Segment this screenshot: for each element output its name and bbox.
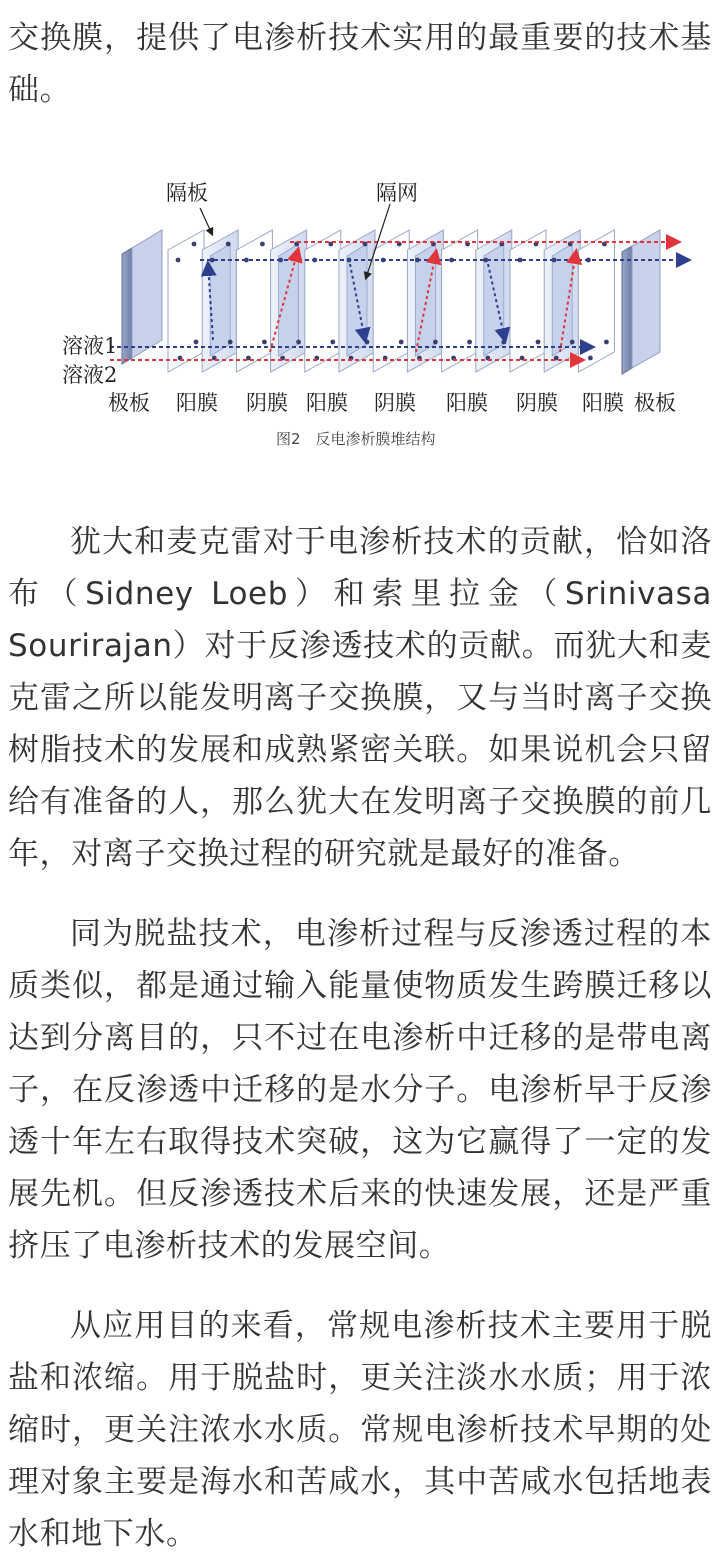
panel-port-dot	[365, 340, 370, 345]
spacer-leader-line	[200, 208, 212, 234]
paragraph-1: 犹大和麦克雷对于电渗析技术的贡献，恰如洛布（Sidney Loeb）和索里拉金（Srinivasa Sourirajan）对于反渗透技术的贡献。而犹大和麦克雷之所以能发明离子交换膜，又与当时离子交换树脂技术的发展和成熟紧密关联。如果说机会只留给有准备的人，那么犹大在发明离子交换膜的前几年，对离子交换过程的研究就是最好的准备。	[8, 524, 712, 872]
bottom-label: 阴膜	[374, 391, 416, 415]
right-electrode	[622, 230, 660, 374]
bottom-label: 极板	[634, 391, 676, 415]
spacer-sheet	[236, 230, 272, 372]
panel-port-dot	[228, 340, 233, 345]
panel-port-dot	[192, 242, 197, 247]
bottom-labels	[108, 391, 676, 415]
bottom-label: 极板	[108, 391, 150, 415]
spacer-sheet	[510, 230, 546, 372]
spacer-sheet	[373, 230, 409, 372]
panel-port-dot	[262, 340, 267, 345]
panel-port-dot	[588, 356, 593, 361]
bottom-label: 阳膜	[306, 391, 348, 415]
membrane-stack-figure	[0, 172, 720, 472]
solution1-label: 溶液1	[62, 334, 118, 358]
bottom-label: 阳膜	[176, 391, 218, 415]
panel-port-dot	[536, 340, 541, 345]
solution2-label: 溶液2	[62, 363, 118, 387]
left-electrode	[122, 230, 162, 364]
panel-port-dot	[176, 258, 181, 263]
membrane-stack-diagram	[0, 172, 720, 472]
figure-caption: 图2 反电渗析膜堆结构	[276, 430, 436, 448]
paragraph-3: 从应用目的来看，常规电渗析技术主要用于脱盐和浓缩。用于脱盐时，更关注淡水水质；用于浓缩时，更关注浓水水质。常规电渗析技术早期的处理对象主要是海水和苦咸水，其中苦咸水包括地表水和地下水。	[8, 1308, 712, 1552]
panel-port-dot	[501, 340, 506, 345]
panel-port-dot	[467, 340, 472, 345]
spacer-label: 隔板	[166, 181, 208, 205]
bottom-label: 阳膜	[446, 391, 488, 415]
bottom-label: 阴膜	[516, 391, 558, 415]
panel-port-dot	[399, 340, 404, 345]
mesh-label: 隔网	[376, 181, 418, 205]
intro-paragraph: 交换膜，提供了电渗析技术实用的最重要的技术基础。	[8, 20, 712, 108]
panel-port-dot	[330, 340, 335, 345]
panel-port-dot	[570, 340, 575, 345]
spacer-sheet	[578, 230, 614, 372]
panel-port-dot	[296, 340, 301, 345]
spacer-sheet	[442, 230, 478, 372]
bottom-label: 阳膜	[582, 391, 624, 415]
spacer-sheet	[305, 230, 341, 372]
paragraph-2: 同为脱盐技术，电渗析过程与反渗透过程的本质类似，都是通过输入能量使物质发生跨膜迁移以达到分离目的，只不过在电渗析中迁移的是带电离子，在反渗透中迁移的是水分子。电渗析早于反渗透十年左右取得技术突破，这为它赢得了一定的发展先机。但反渗透技术后来的快速发展，还是严重挤压了电渗析技术的发展空间。	[8, 916, 712, 1264]
panel-port-dot	[226, 242, 231, 247]
bottom-label: 阴膜	[246, 391, 288, 415]
panel-port-dot	[194, 340, 199, 345]
membrane-panels	[168, 230, 614, 372]
panel-port-dot	[604, 340, 609, 345]
spacer-sheet	[168, 230, 204, 372]
panel-port-dot	[433, 340, 438, 345]
panel-port-dot	[260, 242, 265, 247]
